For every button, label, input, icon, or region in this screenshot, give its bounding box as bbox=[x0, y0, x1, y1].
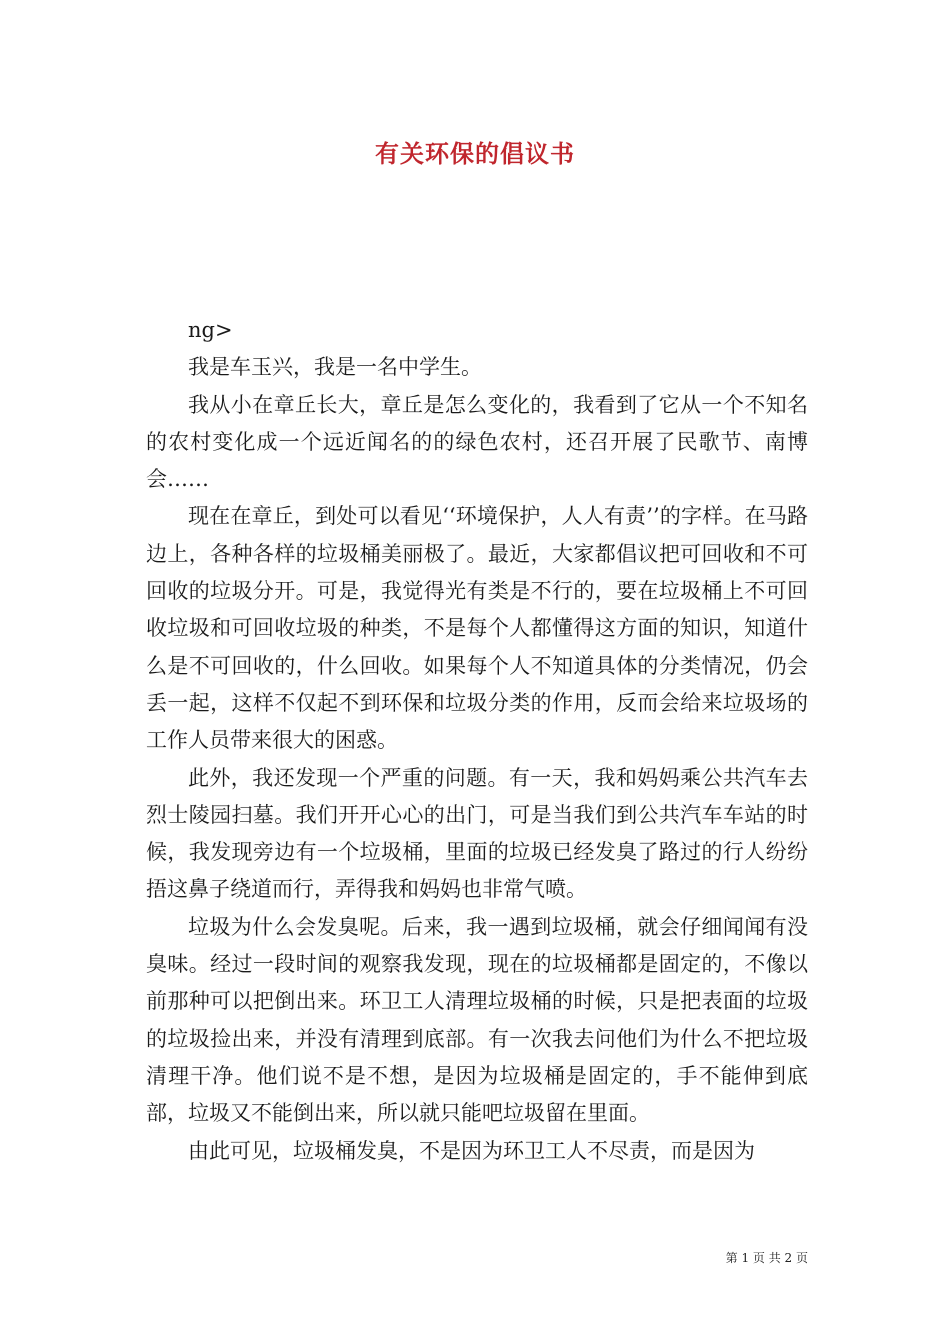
paragraph: 由此可见，垃圾桶发臭，不是因为环卫工人不尽责，而是因为 bbox=[188, 1138, 755, 1163]
paragraph: 我从小在章丘长大，章丘是怎么变化的，我看到了它从一个不知名的农村变化成一个远近闻名的的绿色农村，还召开展了民歌节、南博会…… bbox=[146, 392, 808, 492]
page-number-footer: 第 1 页 共 2 页 bbox=[725, 1251, 808, 1265]
document-body bbox=[146, 312, 808, 1170]
paragraph: 我是车玉兴，我是一名中学生。 bbox=[188, 355, 482, 380]
document-title: 有关环保的倡议书 bbox=[375, 139, 575, 168]
paragraph: 垃圾为什么会发臭呢。后来，我一遇到垃圾桶，就会仔细闻闻有没臭味。经过一段时间的观察我发现，现在的垃圾桶都是固定的，不像以前那种可以把倒出来。环卫工人清理垃圾桶的时候，只是把表面的垃圾的垃圾捡出来，并没有清理到底部。有一次我去问他们为什么不把垃圾清理干净。他们说不是不想，是因为垃圾桶是固定的，手不能伸到底部，垃圾又不能倒出来，所以就只能吧垃圾留在里面。 bbox=[146, 914, 808, 1126]
paragraph: 此外，我还发现一个严重的问题。有一天，我和妈妈乘公共汽车去烈士陵园扫墓。我们开开心心的出门，可是当我们到公共汽车车站的时候，我发现旁边有一个垃圾桶，里面的垃圾已经发臭了路过的行人纷纷捂这鼻子绕道而行，弄得我和妈妈也非常气喷。 bbox=[146, 765, 808, 902]
paragraph: ng> bbox=[188, 318, 233, 342]
paragraph: 现在在章丘，到处可以看见‘‘环境保护，人人有责’’的字样。在马路边上，各种各样的垃圾桶美丽极了。最近，大家都倡议把可回收和不可回收的垃圾分开。可是，我觉得光有类是不行的，要在垃圾桶上不可回收垃圾和可回收垃圾的种类，不是每个人都懂得这方面的知识，知道什么是不可回收的，什么回收。如果每个人不知道具体的分类情况，仍会丢一起，这样不仅起不到环保和垃圾分类的作用，反而会给来垃圾场的工作人员带来很大的困惑。 bbox=[146, 504, 808, 753]
